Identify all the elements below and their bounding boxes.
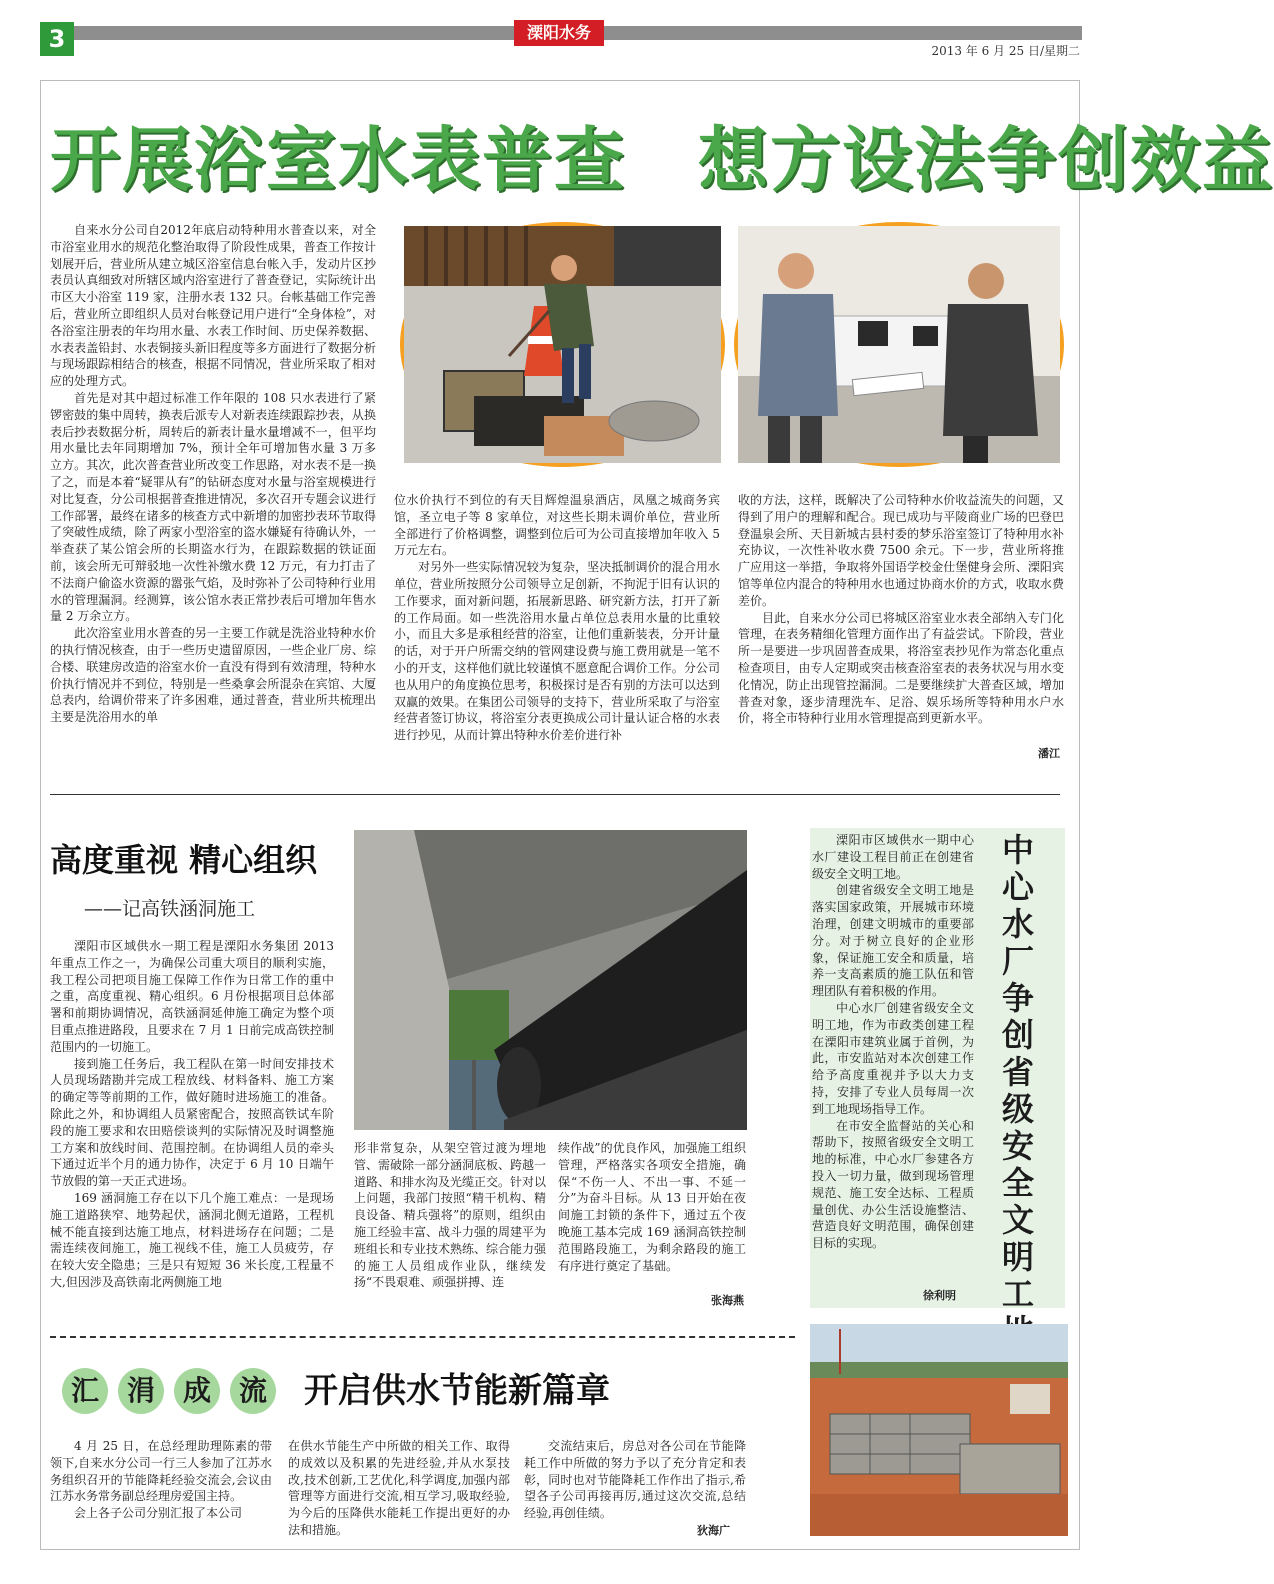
article3-paragraph: 会上各子公司分别汇报了本公司 (74, 1506, 243, 1521)
office-meeting-photo (734, 222, 1064, 467)
sidebar-title: 中心水厂争创省级安全文明工 (1002, 831, 1035, 1313)
article2-subtitle: ——记高铁涵洞施工 (84, 898, 256, 920)
article3-headline: 开启供水节能新篇章 (304, 1371, 610, 1411)
headline-bubble: 汇 (62, 1368, 108, 1414)
headline-bubble: 涓 (118, 1368, 164, 1414)
article2-headline: 高度重视 精心组织 (50, 841, 318, 879)
sidebar-paragraph: 在市安全监督站的关心和帮助下，按照省级安全文明工地的标准，中心水厂参建各方投入一切力量，做到现场管理规范、施工安全达标、工程质量创优、办公生活设施整洁、营造良好文明范围，确保创建目标的实现。 (812, 1118, 974, 1251)
dashed-divider (50, 1336, 795, 1338)
article2-column1 (50, 938, 334, 1291)
culvert-pipe-photo (354, 830, 747, 1130)
article1-paragraph: 收的方法，这样，既解决了公司特种水价收益流失的问题，又得到了用户的理解和配合。现已成功与平陵商业广场的巴登巴登温泉会所、天目新城古县村委的梦乐浴室签订了特种用水补充协议，一次性补收水费 7500 余元。下一步，营业所将推广应用这一举措，争取将外国语学校金仕堡健身会所、溧阳宾馆等单位内混合的特种用水也通过协商水价的方式，收取水费差价。 (738, 493, 1064, 608)
article1-column3 (738, 492, 1064, 727)
article1-paragraph: 对另外一些实际情况较为复杂，坚决抵制调价的混合用水单位，营业所按照分公司领导立足创新，不拘泥于旧有认识的工作要求，面对新问题，拓展新思路、研究新方法，打开了新的工作局面。如一些洗浴用水量占单位总表用水量的比重较小，而且大多是承租经营的浴室，让他们重新装表，分开计量的话，对于开户所需交纳的管网建设费与施工费用就是一笔不小的开支，这样他们就比较谨慎不愿意配合调价工作。分公司也从用户的角度换位思考，积极探讨是否有别的方法可以达到双赢的效果。在集团公司领导的支持下，营业所采取了与浴室经营者签订协议，将浴室分表更换成公司计量认证合格的水表进行抄见，从而计算出特种水价差价进行补 (394, 560, 720, 743)
headline-bubble: 流 (230, 1368, 276, 1414)
article2-paragraph: 接到施工任务后，我工程队在第一时间安排技术人员现场踏勘并完成工程放线、材料备料、施工方案的确定等等前期的工作，做好随时进场施工的准备。除此之外，和协调组人员紧密配合，按照高铁试车阶段的施工要求和农田赔偿谈判的实际情况及时调整施工方案和放线时间、范围控制。在协调组人员的牵头下通过近半个月的通力协作，决定于 6 月 10 日端午节放假的第一天正式进场。 (50, 1056, 334, 1189)
article2-paragraph: 形非常复杂，从架空管过渡为埋地管、需破除一部分涵洞底板、跨越一道路、和排水沟及光缆正交。针对以上问题，我部门按照“精干机构、精良设备、精兵强将”的原则，组织由施工经验丰富、战斗力强的周建平为班组长和专业技术熟练、综合能力强的施工人员组成作业队，继续发扬“不畏艰难、顽强拼搏、连 (354, 1141, 547, 1290)
article2-paragraph: 溧阳市区域供水一期工程是溧阳水务集团 2013 年重点工作之一，为确保公司重大项目的顺利实施，我工程公司把项目施工保障工作作为日常工作的重中之重，高度重视、精心组织。6 月份根据项目总体部署和前期协调情况，高铁涵洞延伸施工确定为整个项目重点推进路段，且要求在 7 月 1 日前完成高铁控制范围内的一切施工。 (50, 939, 334, 1054)
sidebar-paragraph: 溧阳市区域供水一期中心水厂建设工程目前正在创建省级安全文明工地。 (812, 833, 974, 881)
article1-paragraph: 此次浴室业用水普查的另一主要工作就是洗浴业特种水价的执行情况核查，由于一些历史遗留原因，一些企业厂房、综合楼、联建房改造的浴室水价一直没有得到有效清理，特种水价执行情况并不到位，特别是一些桑拿会所混杂在宾馆、大厦总表内，给调价带来了许多困难，通过普查，营业所共梳理出主要是洗浴用水的单 (50, 626, 376, 725)
article3-column1 (50, 1438, 272, 1522)
article2-paragraph: 169 涵洞施工存在以下几个施工难点：一是现场施工道路狭窄、地势起伏，涵洞北侧无道路，工程机械不能直接到达施工地点，材料进场存在问题；二是需连续夜间施工，施工视线不佳，施工人员疲劳，存在较大安全隐患；三是只有短短 36 米长度,工程量不大,但因涉及高铁南北两侧施工地 (50, 1190, 334, 1289)
meter-inspection-illustration (404, 226, 721, 463)
article1-column1 (50, 222, 376, 726)
article1-paragraph: 首先是对其中超过标准工作年限的 108 只水表进行了紧锣密鼓的集中周转，换表后派专人对新表连续跟踪抄表，从换表后抄表数据分析，周转后的新表计量水量增减不一，但平均用水量比去年同期增加 7%，预计全年可增加售水量 3 万多立方。其次，此次普查营业所改变工作思路，对水表不是一换了之，而是本着“疑罪从有”的钻研态度对水量与浴室规模进行对比复查，分公司根据普查推进情况，多次召开专题会议进行工作部署，最终在诸多的核查方式中新增的加密抄表环节取得了突破性成绩，除了两家小型浴室的盗水嫌疑有待确认外，一举查获了某公馆会所的长期盗水行为，在跟踪数据的铁证面前，该会所无可辩驳地一次性补缴水费 12 万元，有力打击了不法商户偷盗水资源的嚣张气焰，及时弥补了公司特种行业用水的管理漏洞。经测算，该公馆水表正常抄表后可增加年售水量 2 万余立方。 (50, 390, 376, 624)
article3-paragraph: 在供水节能生产中所做的相关工作、取得的成效以及积累的先进经验,并从水泵技改,技术创新,工艺优化,科学调度,加强内部管理等方面进行交流,相互学习,吸取经验,为今后的压降供水能耗工作提出更好的办法和措施。 (288, 1439, 510, 1537)
article1-paragraph: 位水价执行不到位的有天目辉煌温泉酒店，凤凰之城商务宾馆，圣立电子等 8 家单位，对这些长期未调价单位，营业所全部进行了价格调整，调整到位后可为公司直接增加年收入 5 万元左右。 (394, 493, 720, 558)
article1-paragraph: 目此，自来水分公司已将城区浴室业水表全部纳入专门化管理，在表务精细化管理方面作出了有益尝试。下阶段，营业所一是要进一步巩固普查成果，将浴室表抄见作为常态化重点检查项目，由专人定期或突击核查浴室表的表务状况与用水变化情况，防止出现管控漏洞。二是要继续扩大普查区域，增加普查对象，逐步清理洗车、足浴、娱乐场所等特种用水户水价，将全市特种行业用水管理提高到更新水平。 (738, 610, 1064, 726)
article3-column2 (288, 1438, 510, 1539)
article3-paragraph: 交流结束后，房总对各公司在节能降耗工作中所做的努力予以了充分肯定和表彰，同时也对节能降耗工作作出了指示,希望各子公司再接再厉,通过这次交流,总结经验,再创佳绩。 (524, 1439, 746, 1521)
sidebar-byline: 徐利明 (923, 1289, 956, 1302)
meter-inspection-photo (400, 222, 725, 467)
office-meeting-illustration (738, 226, 1060, 463)
sidebar-paragraph: 中心水厂创建省级安全文明工地，作为市政类创建工程在溧阳市建筑业属于首例，为此，市安监站对本次创建工作给予高度重视并予以大力支持，安排了专业人员每周一次到工地现场指导工作。 (812, 1000, 974, 1116)
article3-paragraph: 4 月 25 日，在总经理助理陈素的带领下,自来水分公司一行三人参加了江苏水务组织召开的节能降耗经验交流会,会议由江苏水务常务副总经理房爱国主持。 (50, 1439, 272, 1504)
article3-column3 (524, 1438, 746, 1522)
culvert-pipe-illustration (354, 830, 747, 1130)
issue-date: 2013 年 6 月 25 日/星期二 (931, 44, 1080, 58)
article3-byline: 狄海广 (697, 1524, 730, 1537)
section-title: 溧阳水务 (514, 20, 604, 46)
sidebar-paragraph: 创建省级安全文明工地是落实国家政策，开展城市环境治理，创建文明城市的重要部分。对于树立良好的企业形象，保证施工安全和质量，培养一支高素质的施工队伍和管理团队有着积极的作用。 (812, 883, 974, 999)
construction-site-photo (810, 1324, 1068, 1536)
article1-byline: 潘江 (1038, 747, 1060, 760)
construction-site-illustration (810, 1324, 1068, 1536)
article2-byline: 张海燕 (711, 1294, 744, 1307)
article1-paragraph: 自来水分公司自2012年底启动特种用水普查以来，对全市浴室业用水的规范化整治取得了阶段性成果，普查工作按计划展开后，营业所从建立城区浴室信息台帐入手，发动片区抄表员认真细致对所辖区域内浴室进行了普查登记，实际统计出市区大小浴室 119 家，注册水表 132 只。台帐基础工作完善后，营业所立即组织人员对台帐登记用户进行“全身体检”，对各浴室注册表的年均用水量、水表工作时间、历史保养数据、水表表盖铅封、水表铜接头新旧程度等多方面进行了数据分析与现场跟踪相结合的核查，根据不同情况，营业所采取了相对应的处理方式。 (50, 223, 376, 389)
page-number: 3 (40, 22, 74, 56)
article2-column2 (354, 1140, 546, 1291)
article1-column2 (394, 492, 720, 744)
sidebar-text (812, 832, 974, 1252)
article1-headline: 开展浴室水表普查 想方设法争创效益 (50, 119, 1274, 201)
headline-bubble: 成 (174, 1368, 220, 1414)
section-divider (50, 794, 1060, 795)
article2-column3 (558, 1140, 746, 1274)
article2-paragraph: 续作战”的优良作风，加强施工组织管理，严格落实各项安全措施，确保“不伤一人、不出一事、不延一分”为奋斗目标。从 13 日开始在夜间施工封锁的条件下，通过五个夜晚施工基本完成 169 涵洞高铁控制范围路段施工，为剩余路段的施工有序进行奠定了基础。 (558, 1141, 746, 1273)
